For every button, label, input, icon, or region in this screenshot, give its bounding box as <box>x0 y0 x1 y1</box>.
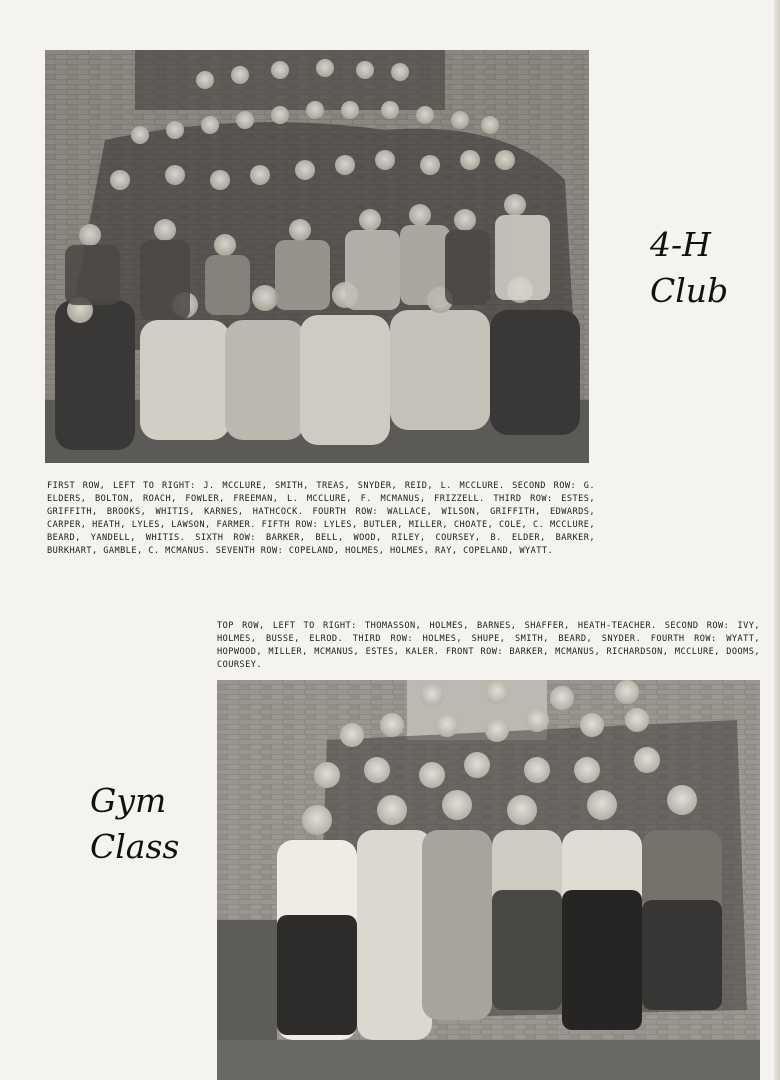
gym-class-title-line2: Class <box>90 827 180 866</box>
gym-class-title <box>90 778 200 870</box>
gym-class-title-line1: Gym <box>90 781 167 820</box>
four-h-club-title <box>650 222 760 314</box>
page-edge <box>774 0 780 1080</box>
gym-class-caption: TOP ROW, LEFT TO RIGHT: THOMASSON, HOLMES, BARNES, SHAFFER, HEATH-TEACHER. SECOND ROW: IVY, HOLMES, BUSSE, ELROD. THIRD ROW: HOLMES, SHUPE, SMITH, BEARD, SNYDER. FOURTH ROW: WYATT, HOPWOOD, MILLER, MCMANUS, ESTES, KALER. FRONT ROW: BARKER, MCMANUS, RICHARDSON, MCCLURE, DOOMS, COURSEY. <box>217 621 760 670</box>
four-h-club-caption: FIRST ROW, LEFT TO RIGHT: J. MCCLURE, SMITH, TREAS, SNYDER, REID, L. MCCLURE. SECOND ROW: G. ELDERS, BOLTON, ROACH, FOWLER, FREEMAN, L. MCCLURE, F. MCMANUS, FRIZZELL. THIRD ROW: ESTES, GRIFFITH, BROOKS, WHITIS, KARNES, HATHCOCK. FOURTH ROW: WALLACE, WILSON, GRIFFITH, EDWARDS, CARPER, HEATH, LYLES, LAWSON, FARMER. FIFTH ROW: LYLES, BUTLER, MILLER, CHOATE, COLE, C. MCCLURE, BEARD, YANDELL, WHITIS. SIXTH ROW: BARKER, BELL, WOOD, RILEY, COURSEY, B. ELDER, BARKER, BURKHART, GAMBLE, C. MCMANUS. SEVENTH ROW: COPELAND, HOLMES, HOLMES, RAY, COPELAND, WYATT. <box>47 481 595 556</box>
four-h-club-photo <box>45 50 589 463</box>
four-h-club-title-line1: 4-H <box>650 225 711 264</box>
four-h-club-title-line2: Club <box>650 271 729 310</box>
gym-class-photo <box>217 680 760 1080</box>
